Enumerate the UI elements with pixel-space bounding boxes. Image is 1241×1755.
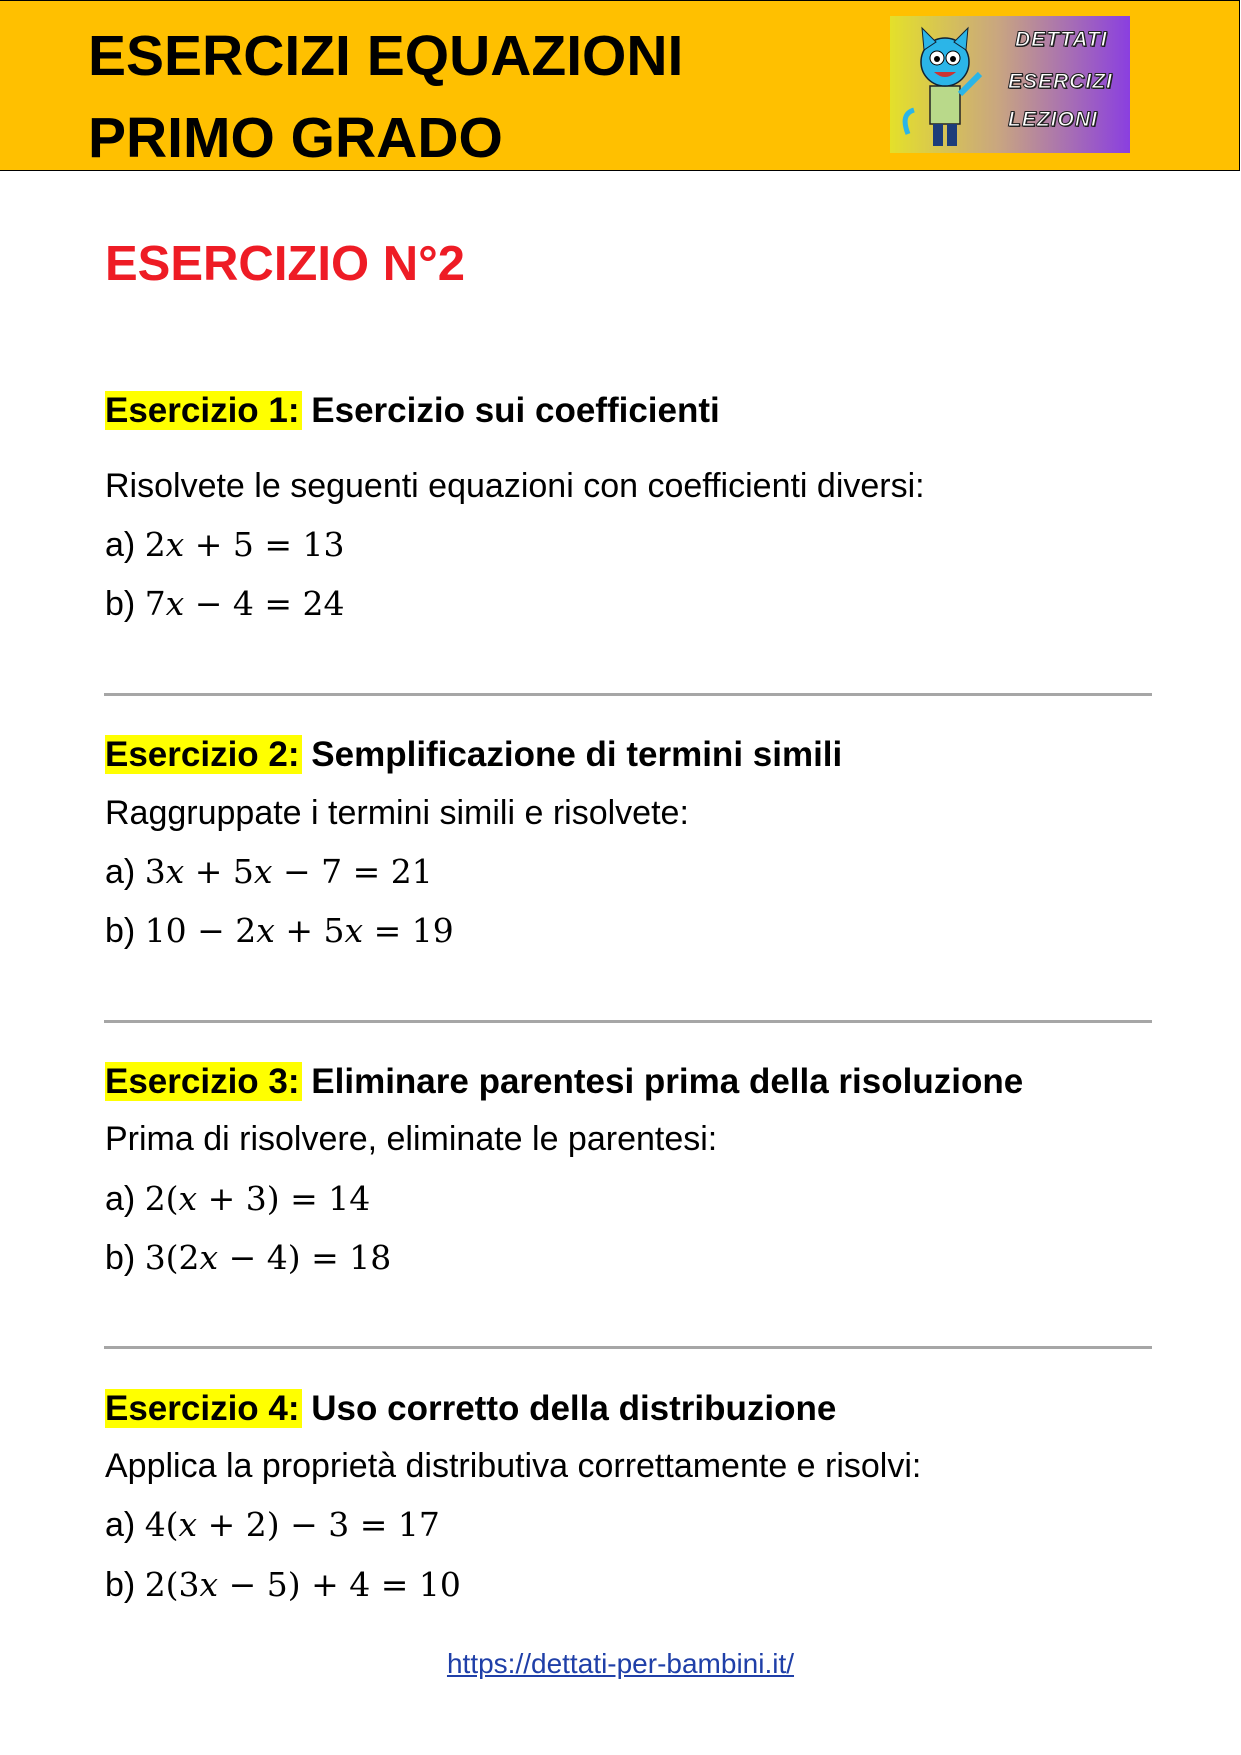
exercise-label: Esercizio 3:	[105, 1062, 300, 1101]
item-letter: a)	[105, 526, 136, 564]
exercise-title: Semplificazione di termini simili	[311, 735, 843, 774]
item-letter: b)	[105, 912, 136, 950]
logo-word: LEZIONI	[1008, 108, 1098, 131]
item-letter: b)	[105, 585, 136, 623]
footer-link[interactable]: https://dettati-per-bambini.it/	[446, 1648, 795, 1679]
exercise-1-heading	[105, 390, 720, 432]
equation-item	[105, 1179, 370, 1220]
equation: 3𝑥 + 5𝑥 − 7 = 21	[144, 852, 433, 891]
exercise-instruction: Prima di risolvere, eliminate le parentesi:	[105, 1120, 718, 1158]
cat-mascot-icon	[900, 24, 990, 148]
exercise-3-heading	[105, 1061, 1023, 1103]
equation-item	[105, 1238, 391, 1279]
divider	[104, 1346, 1152, 1349]
exercise-label: Esercizio 1:	[105, 391, 300, 430]
equation: 10 − 2𝑥 + 5𝑥 = 19	[144, 911, 454, 950]
divider	[104, 693, 1152, 696]
item-letter: a)	[105, 1506, 136, 1544]
exercise-title: Eliminare parentesi prima della risoluzione	[311, 1062, 1024, 1101]
page-title-line1: ESERCIZI EQUAZIONI	[88, 24, 684, 88]
equation: 4(𝑥 + 2) − 3 = 17	[144, 1505, 440, 1544]
equation-item	[105, 1565, 461, 1606]
item-letter: a)	[105, 853, 136, 891]
equation-item	[105, 584, 345, 625]
logo-word: ESERCIZI	[1008, 70, 1113, 93]
item-letter: a)	[105, 1180, 136, 1218]
equation-item	[105, 525, 345, 566]
equation: 2𝑥 + 5 = 13	[144, 525, 345, 564]
section-title: ESERCIZIO N°2	[105, 237, 465, 291]
equation: 2(3𝑥 − 5) + 4 = 10	[144, 1565, 461, 1604]
exercise-title: Uso corretto della distribuzione	[311, 1389, 837, 1428]
exercise-instruction: Raggruppate i termini simili e risolvete:	[105, 794, 689, 832]
exercise-label: Esercizio 4:	[105, 1389, 300, 1428]
equation: 2(𝑥 + 3) = 14	[144, 1179, 371, 1218]
equation: 7𝑥 − 4 = 24	[144, 584, 345, 623]
exercise-instruction: Risolvete le seguenti equazioni con coefficienti diversi:	[105, 467, 925, 505]
equation-item	[105, 1505, 440, 1546]
exercise-label: Esercizio 2:	[105, 735, 300, 774]
item-letter: b)	[105, 1239, 136, 1277]
item-letter: b)	[105, 1566, 136, 1604]
site-logo	[890, 16, 1130, 153]
equation-item	[105, 911, 454, 952]
equation-item	[105, 852, 433, 893]
page-title-line2: PRIMO GRADO	[88, 106, 503, 170]
divider	[104, 1020, 1152, 1023]
exercise-title: Esercizio sui coefficienti	[311, 391, 720, 430]
logo-word: DETTATI	[1015, 28, 1108, 51]
exercise-4-heading	[105, 1388, 836, 1430]
exercise-2-heading	[105, 734, 842, 776]
exercise-instruction: Applica la proprietà distributiva correttamente e risolvi:	[105, 1447, 922, 1485]
header-banner	[0, 0, 1240, 171]
equation: 3(2𝑥 − 4) = 18	[144, 1238, 392, 1277]
